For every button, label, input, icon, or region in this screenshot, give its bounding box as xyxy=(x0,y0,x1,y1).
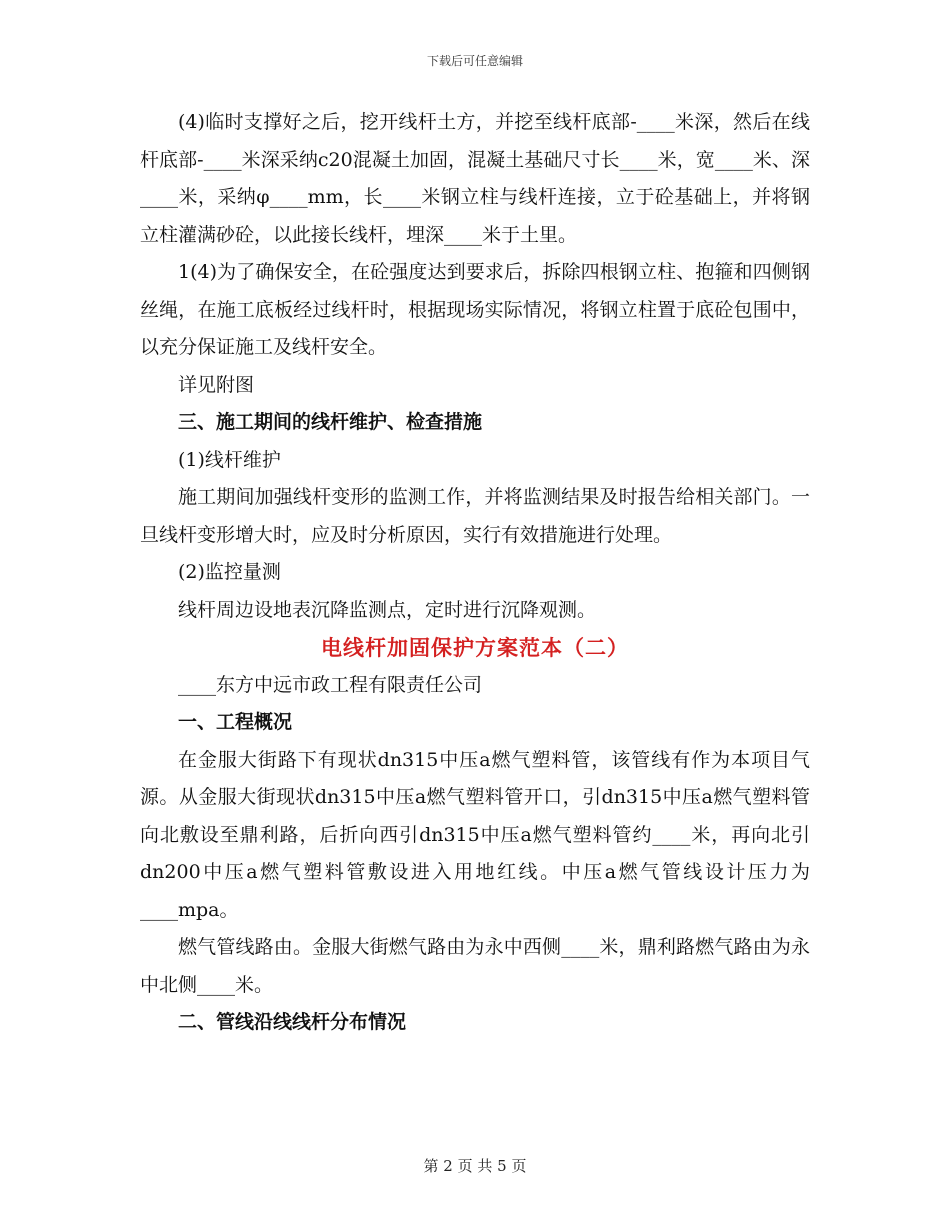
document-title: 电线杆加固保护方案范本（二） xyxy=(321,635,629,660)
subheading-pole-maintenance: (1)线杆维护 xyxy=(178,448,281,471)
subheading-measurement: (2)监控量测 xyxy=(178,561,281,583)
heading-section-2: 二、管线沿线线杆分布情况 xyxy=(178,1011,407,1033)
page-footer: 第 2 页 共 5 页 xyxy=(423,1157,527,1175)
paragraph-steel-column: (4)临时支撑好之后，挖开线杆土方，并挖至线杆底部-____米深，然后在线杆底部-____米深采纳c20混凝土加固，混凝土基础尺寸长____米，宽____米、深____米，采纳φ____mm，长____米钢立柱与线杆连接，立于砼基础上，并将钢立柱灌满砂砼，以此接长线杆，埋深____米于土里。 xyxy=(140,111,810,246)
page-content xyxy=(140,104,810,1042)
paragraph-gas-route: 燃气管线路由。金服大街燃气路由为永中西侧____米，鼎利路燃气路由为永中北侧____米。 xyxy=(140,936,810,996)
heading-section-3: 三、施工期间的线杆维护、检查措施 xyxy=(178,411,483,433)
page-header: 下载后可任意编辑 xyxy=(426,54,523,68)
paragraph-see-figure: 详见附图 xyxy=(178,373,255,396)
paragraph-settlement: 线杆周边设地表沉降监测点，定时进行沉降观测。 xyxy=(178,598,597,621)
paragraph-monitoring: 施工期间加强线杆变形的监测工作，并将监测结果及时报告给相关部门。一旦线杆变形增大时，应及时分析原因，实行有效措施进行处理。 xyxy=(140,486,810,546)
heading-section-1: 一、工程概况 xyxy=(178,711,293,733)
company-name: ____东方中远市政工程有限责任公司 xyxy=(178,673,483,696)
paragraph-project-overview: 在金服大街路下有现状dn315中压a燃气塑料管，该管线有作为本项目气源。从金服大街现状dn315中压a燃气塑料管开口，引dn315中压a燃气塑料管向北敷设至鼎利路，后折向西引dn315中压a燃气塑料管约____米，再向北引dn200中压a燃气塑料管敷设进入用地红线。中压a燃气管线设计压力为____mpa。 xyxy=(140,748,810,921)
paragraph-safety: 1(4)为了确保安全，在砼强度达到要求后，拆除四根钢立柱、抱箍和四侧钢丝绳，在施工底板经过线杆时，根据现场实际情况，将钢立柱置于底砼包围中，以充分保证施工及线杆安全。 xyxy=(140,261,810,358)
